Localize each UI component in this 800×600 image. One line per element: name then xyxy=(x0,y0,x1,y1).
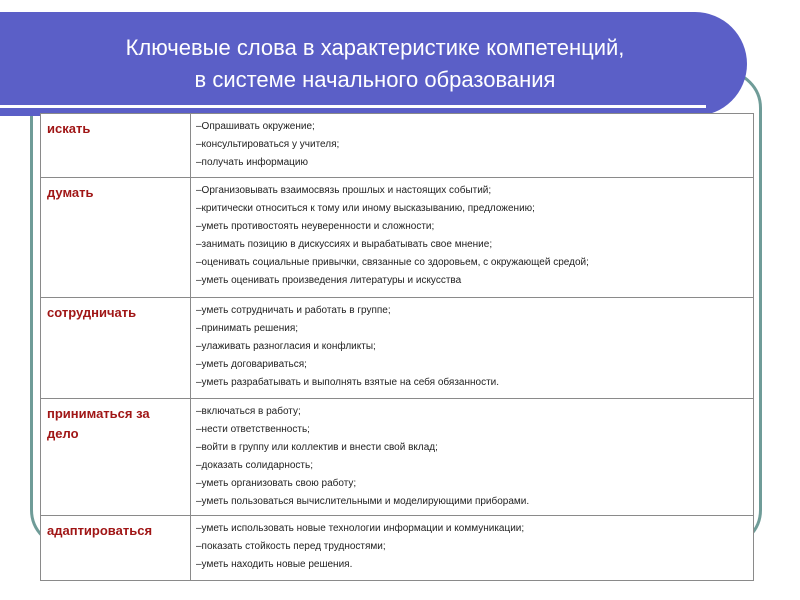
banner-underline xyxy=(0,105,706,108)
list-item: –доказать солидарность; xyxy=(196,460,313,471)
list-item: –уметь оценивать произведения литературы и искусства xyxy=(196,275,462,286)
table-row xyxy=(41,516,754,581)
list-item: –занимать позицию в дискуссиях и вырабатывать свое мнение; xyxy=(196,239,493,250)
list-item: –показать стойкость перед трудностями; xyxy=(196,541,386,552)
keyword-cell: сотрудничать xyxy=(41,298,191,399)
list-item: –Организовывать взаимосвязь прошлых и настоящих событий; xyxy=(196,185,492,196)
list-item: –улаживать разногласия и конфликты; xyxy=(196,341,376,352)
list-item: –нести ответственность; xyxy=(196,424,310,435)
page-title xyxy=(30,32,720,96)
keyword-cell: искать xyxy=(41,114,191,178)
list-item: –войти в группу или коллектив и внести свой вклад; xyxy=(196,442,438,453)
table-row xyxy=(41,178,754,298)
description-cell xyxy=(191,399,754,516)
title-line-2: в системе начального образования xyxy=(194,67,556,92)
table-row xyxy=(41,114,754,178)
description-cell xyxy=(191,178,754,298)
list-item: –критически относиться к тому или иному высказыванию, предложению; xyxy=(196,203,535,214)
title-line-1: Ключевые слова в характеристике компетенций, xyxy=(125,35,625,60)
list-item: –консультироваться у учителя; xyxy=(196,139,340,150)
list-item: –уметь договариваться; xyxy=(196,359,307,370)
list-item: –оценивать социальные привычки, связанные со здоровьем, с окружающей средой; xyxy=(196,257,589,268)
list-item: –уметь сотрудничать и работать в группе; xyxy=(196,305,391,316)
table-row xyxy=(41,298,754,399)
keyword-cell: адаптироваться xyxy=(41,516,191,581)
keyword-cell: приниматься за дело xyxy=(41,399,191,516)
keyword-cell: думать xyxy=(41,178,191,298)
description-cell xyxy=(191,516,754,581)
description-cell xyxy=(191,298,754,399)
list-item: –уметь пользоваться вычислительными и моделирующими приборами. xyxy=(196,496,530,507)
list-item: –уметь использовать новые технологии информации и коммуникации; xyxy=(196,523,525,534)
description-cell xyxy=(191,114,754,178)
list-item: –включаться в работу; xyxy=(196,406,301,417)
list-item: –уметь противостоять неуверенности и сложности; xyxy=(196,221,435,232)
list-item: –Опрашивать окружение; xyxy=(196,121,315,132)
list-item: –уметь находить новые решения. xyxy=(196,559,353,570)
list-item: –уметь организовать свою работу; xyxy=(196,478,357,489)
list-item: –принимать решения; xyxy=(196,323,299,334)
list-item: –получать информацию xyxy=(196,157,308,168)
list-item: –уметь разрабатывать и выполнять взятые на себя обязанности. xyxy=(196,377,500,388)
competencies-table xyxy=(40,113,754,581)
table-row xyxy=(41,399,754,516)
